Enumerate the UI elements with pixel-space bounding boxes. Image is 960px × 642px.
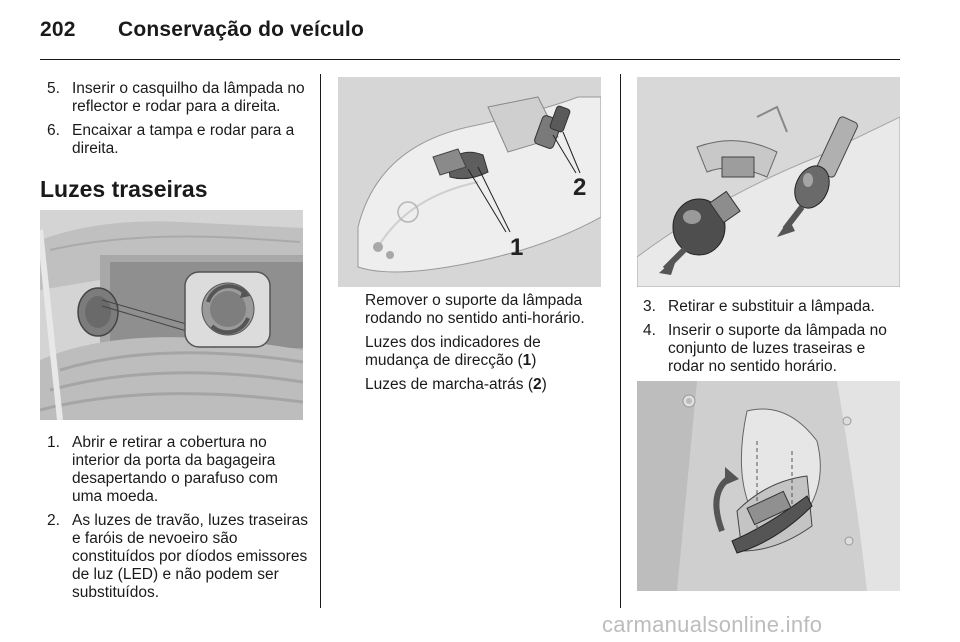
- list-item: 4. Inserir o suporte da lâmpada no conjunto de luzes traseiras e rodar no sentido horário.: [643, 322, 887, 375]
- watermark: carmanualsonline.info: [602, 612, 823, 637]
- figure-tailgate-cover: [40, 210, 303, 420]
- paragraph-remove-holder: Remover o suporte da lâmpada rodando no sentido anti-horário.: [365, 292, 585, 327]
- page-header: [0, 0, 960, 60]
- column-divider-2: [620, 74, 621, 608]
- header-rule: [40, 59, 900, 60]
- paragraph-indicator-lights: Luzes dos indicadores de mudança de direcção (1): [365, 334, 541, 369]
- list-item: 3. Retirar e substituir a lâmpada.: [643, 298, 875, 315]
- steps-rear-lights: [47, 434, 312, 608]
- steps-continued: [47, 80, 312, 164]
- list-item: 1. Abrir e retirar a cobertura no interior da porta da bagageira desapertando o parafuso com uma moeda.: [47, 434, 278, 505]
- figure-label-2: 2: [573, 174, 587, 201]
- bulb-holder-instructions: [365, 292, 605, 400]
- figure-bulb-holders: [338, 77, 601, 287]
- list-item: 6. Encaixar a tampa e rodar para a direita.: [47, 122, 295, 157]
- list-item: 2. As luzes de travão, luzes traseiras e faróis de nevoeiro são constituídos por díodos emissores de luz (LED) e não podem ser substituídos.: [47, 512, 309, 601]
- figure-bulbs-removed: [637, 77, 900, 287]
- steps-replace-bulb: [643, 298, 903, 382]
- list-item: 5. Inserir o casquilho da lâmpada no reflector e rodar para a direita.: [47, 80, 305, 115]
- paragraph-reversing-lights: Luzes de marcha-atrás (2): [365, 376, 547, 393]
- figure-label-1: 1: [510, 234, 524, 261]
- column-divider-1: [320, 74, 321, 608]
- section-title: Luzes traseiras: [40, 176, 208, 202]
- figure-reinsert-holder: [637, 381, 900, 591]
- page-number: 202: [40, 18, 76, 41]
- page-title: Conservação do veículo: [118, 18, 364, 41]
